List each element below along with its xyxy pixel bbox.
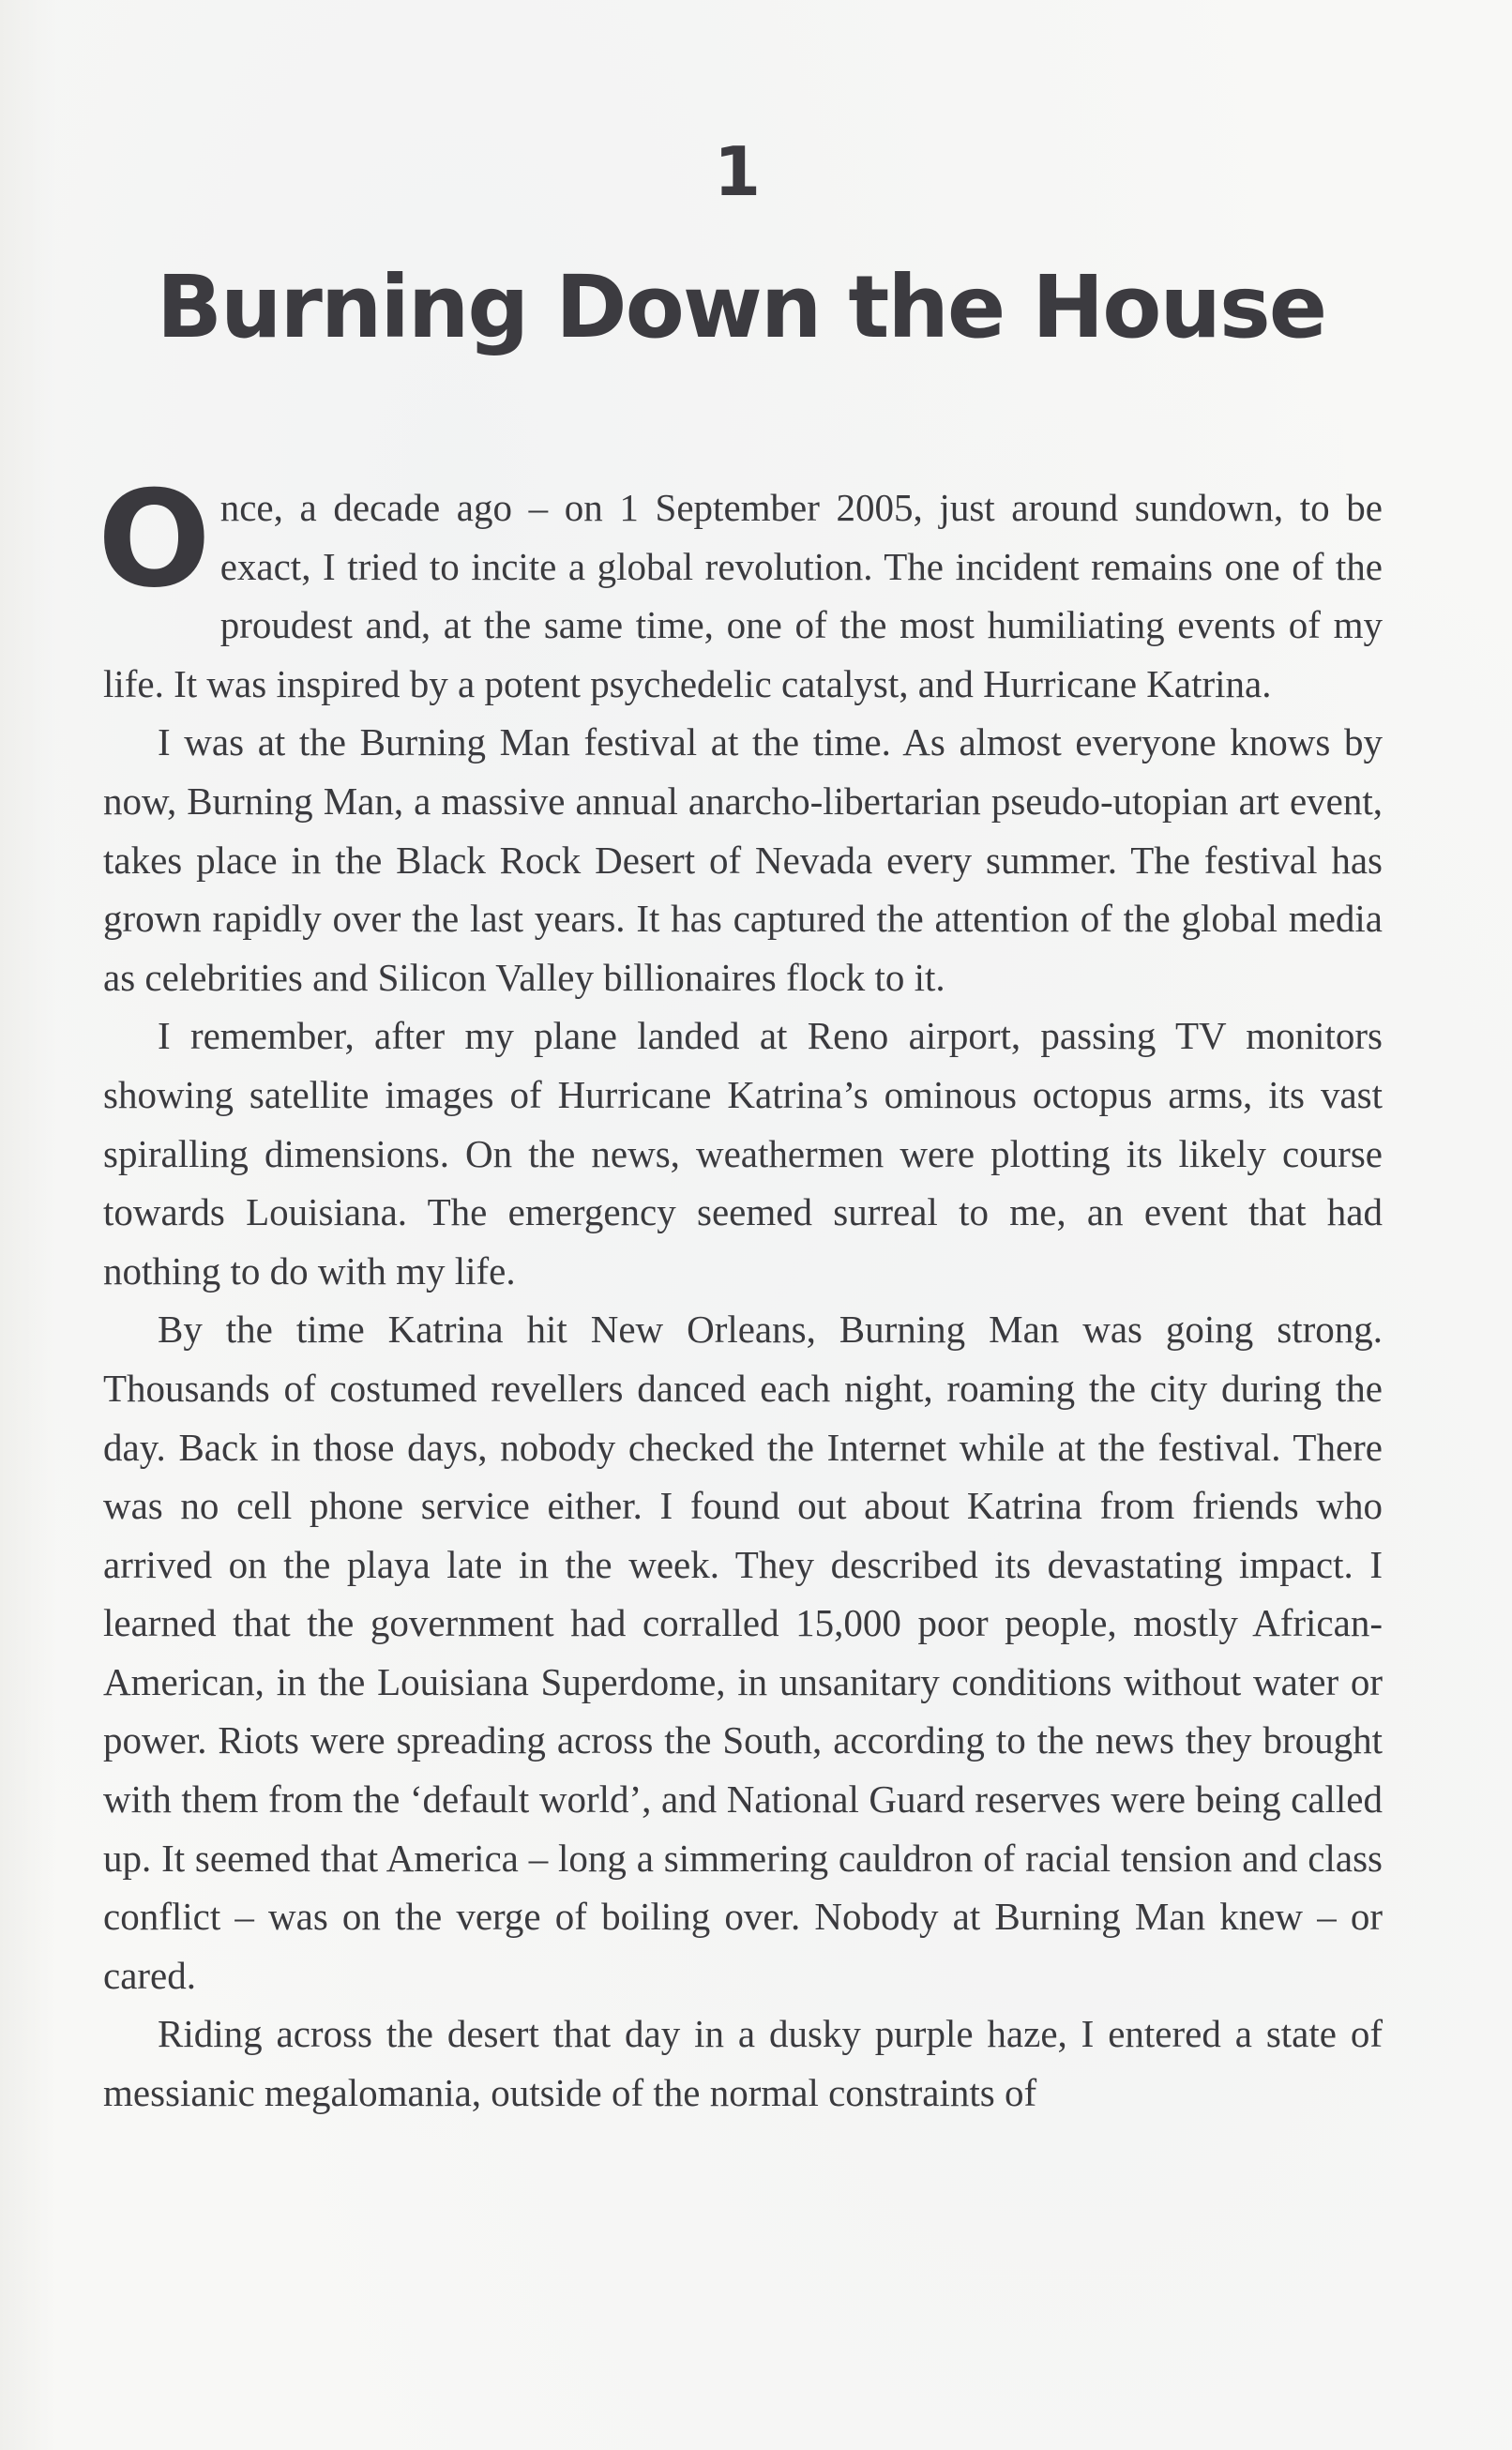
chapter-title: Burning Down the House bbox=[156, 257, 1326, 357]
paragraph-2: I was at the Burning Man festival at the time. As almost everyone knows by now, Burning Man, a massive annual anarcho-libertarian pseudo-utopian art event, takes place in the Black Rock Desert of Nevada every summer. The festival has grown rapidly over the last years. It has captured the attention of the global media as celebrities and Silicon Valley billionaires flock to it. bbox=[103, 720, 1383, 999]
paragraph-1 bbox=[98, 462, 1383, 713]
paragraph-3: I remember, after my plane landed at Reno airport, passing TV monitors showing satellite images of Hurricane Katrina’s ominous octopus arms, its vast spiralling dimensions. On the news, weathermen were plotting its likely course towards Louisiana. The emergency seemed surreal to me, an event that had nothing to do with my life. bbox=[103, 1014, 1383, 1293]
drop-cap: O bbox=[98, 462, 211, 617]
paragraph-4: By the time Katrina hit New Orleans, Burning Man was going strong. Thousands of costumed revellers danced each night, roaming the city during the day. Back in those days, nobody checked the Internet while at the festival. There was no cell phone service either. I found out about Katrina from friends who arrived on the playa late in the week. They described its devastating impact. I learned that the government had corralled 15,000 poor people, mostly African-American, in the Louisiana Superdome, in unsanitary conditions without water or power. Riots were spreading across the South, according to the news they brought with them from the ‘default world’, and National Guard reserves were being called up. It seemed that America – long a simmering cauldron of racial tension and class conflict – was on the verge of boiling over. Nobody at Burning Man knew – or cared. bbox=[103, 1308, 1383, 1997]
paragraph-5: Riding across the desert that day in a dusky purple haze, I entered a state of messianic megalomania, outside of the normal constraints of bbox=[103, 2012, 1383, 2115]
chapter-body bbox=[98, 462, 1383, 2123]
page-gutter-shadow bbox=[0, 0, 56, 2450]
paragraph-1-text: nce, a decade ago – on 1 September 2005, just around sundown, to be exact, I tried to incite a global revolution. The incident remains one of the proudest and, at the same time, one of the most humiliating events of my life. It was inspired by a potent psychedelic catalyst, and Hurricane Katrina. bbox=[103, 486, 1383, 705]
chapter-number: 1 bbox=[713, 132, 762, 211]
